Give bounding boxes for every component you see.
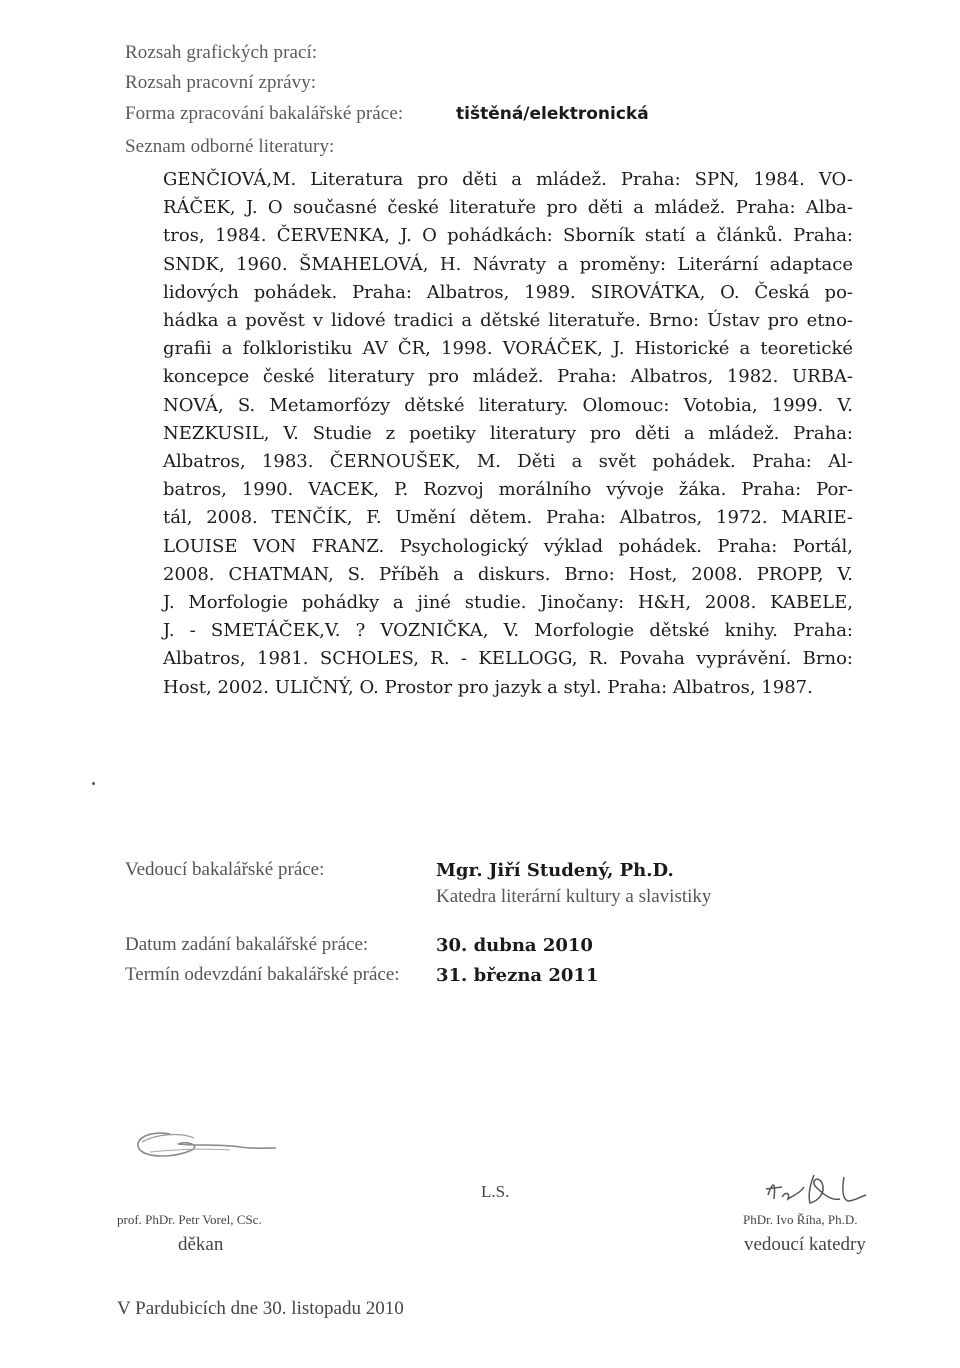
literature-line: tros, 1984. ČERVENKA, J. O pohádkách: Sborník statí a článků. Praha: <box>163 225 853 247</box>
graphics-scope-label: Rozsah grafických prací: <box>125 42 318 63</box>
literature-line: hádka a pověst v lidové tradici a dětské literatuře. Brno: Ústav pro etno- <box>163 310 853 332</box>
head-of-department-name: PhDr. Ivo Říha, Ph.D. <box>743 1212 858 1227</box>
literature-line: RÁČEK, J. O současné české literatuře pro děti a mládež. Praha: Alba- <box>163 197 853 219</box>
literature-line: J. Morfologie pohádky a jiné studie. Jinočany: H&H, 2008. KABELE, <box>163 592 853 614</box>
thesis-form-label: Forma zpracování bakalářské práce: <box>125 103 404 124</box>
literature-line: SNDK, 1960. ŠMAHELOVÁ, H. Návraty a proměny: Literární adaptace <box>163 253 853 275</box>
literature-line: batros, 1990. VACEK, P. Rozvoj morálního vývoje žáka. Praha: Por- <box>163 479 853 501</box>
scan-speck <box>92 782 95 785</box>
literature-list <box>163 166 853 702</box>
supervisor-label: Vedoucí bakalářské práce: <box>125 859 325 880</box>
assignment-date-label: Datum zadání bakalářské práce: <box>125 934 369 955</box>
assignment-date-value: 30. dubna 2010 <box>436 935 593 956</box>
deadline-value: 31. března 2011 <box>436 965 599 986</box>
place-and-date: V Pardubicích dne 30. listopadu 2010 <box>117 1298 404 1319</box>
literature-line: Albatros, 1983. ČERNOUŠEK, M. Děti a svět pohádek. Praha: Al- <box>163 451 853 473</box>
literature-list-label: Seznam odborné literatury: <box>125 136 335 157</box>
literature-line: LOUISE VON FRANZ. Psychologický výklad pohádek. Praha: Portál, <box>163 535 853 557</box>
literature-line: tál, 2008. TENČÍK, F. Umění dětem. Praha: Albatros, 1972. MARIE- <box>163 507 853 529</box>
thesis-form-value: tištěná/elektronická <box>456 104 649 124</box>
literature-line: J. - SMETÁČEK,V. ? VOZNIČKA, V. Morfologie dětské knihy. Praha: <box>163 620 853 642</box>
seal-place-mark: L.S. <box>481 1182 510 1201</box>
literature-line: koncepce české literatury pro mládež. Praha: Albatros, 1982. URBA- <box>163 366 853 388</box>
report-scope-label: Rozsah pracovní zprávy: <box>125 72 317 93</box>
dean-signature <box>130 1120 280 1170</box>
dean-role: děkan <box>178 1234 224 1255</box>
literature-line: lidových pohádek. Praha: Albatros, 1989. SIROVÁTKA, O. Česká po- <box>163 281 853 303</box>
head-signature <box>760 1165 870 1213</box>
literature-line: GENČIOVÁ,M. Literatura pro děti a mládež. Praha: SPN, 1984. VO- <box>163 169 853 190</box>
dean-name: prof. PhDr. Petr Vorel, CSc. <box>117 1212 262 1227</box>
literature-line: 2008. CHATMAN, S. Příběh a diskurs. Brno: Host, 2008. PROPP, V. <box>163 563 853 585</box>
supervisor-department: Katedra literární kultury a slavistiky <box>436 886 712 907</box>
head-of-department-role: vedoucí katedry <box>744 1234 866 1255</box>
supervisor-name: Mgr. Jiří Studený, Ph.D. <box>436 860 674 881</box>
literature-line: NEZKUSIL, V. Studie z poetiky literatury pro děti a mládež. Praha: <box>163 422 853 444</box>
literature-line: Host, 2002. ULIČNÝ, O. Prostor pro jazyk a styl. Praha: Albatros, 1987. <box>163 676 813 698</box>
deadline-label: Termín odevzdání bakalářské práce: <box>125 964 400 985</box>
literature-line: NOVÁ, S. Metamorfózy dětské literatury. Olomouc: Votobia, 1999. V. <box>163 394 853 416</box>
literature-line: Albatros, 1981. SCHOLES, R. - KELLOGG, R. Povaha vyprávění. Brno: <box>163 648 853 670</box>
literature-line: grafii a folkloristiku AV ČR, 1998. VORÁČEK, J. Historické a teoretické <box>163 338 853 360</box>
